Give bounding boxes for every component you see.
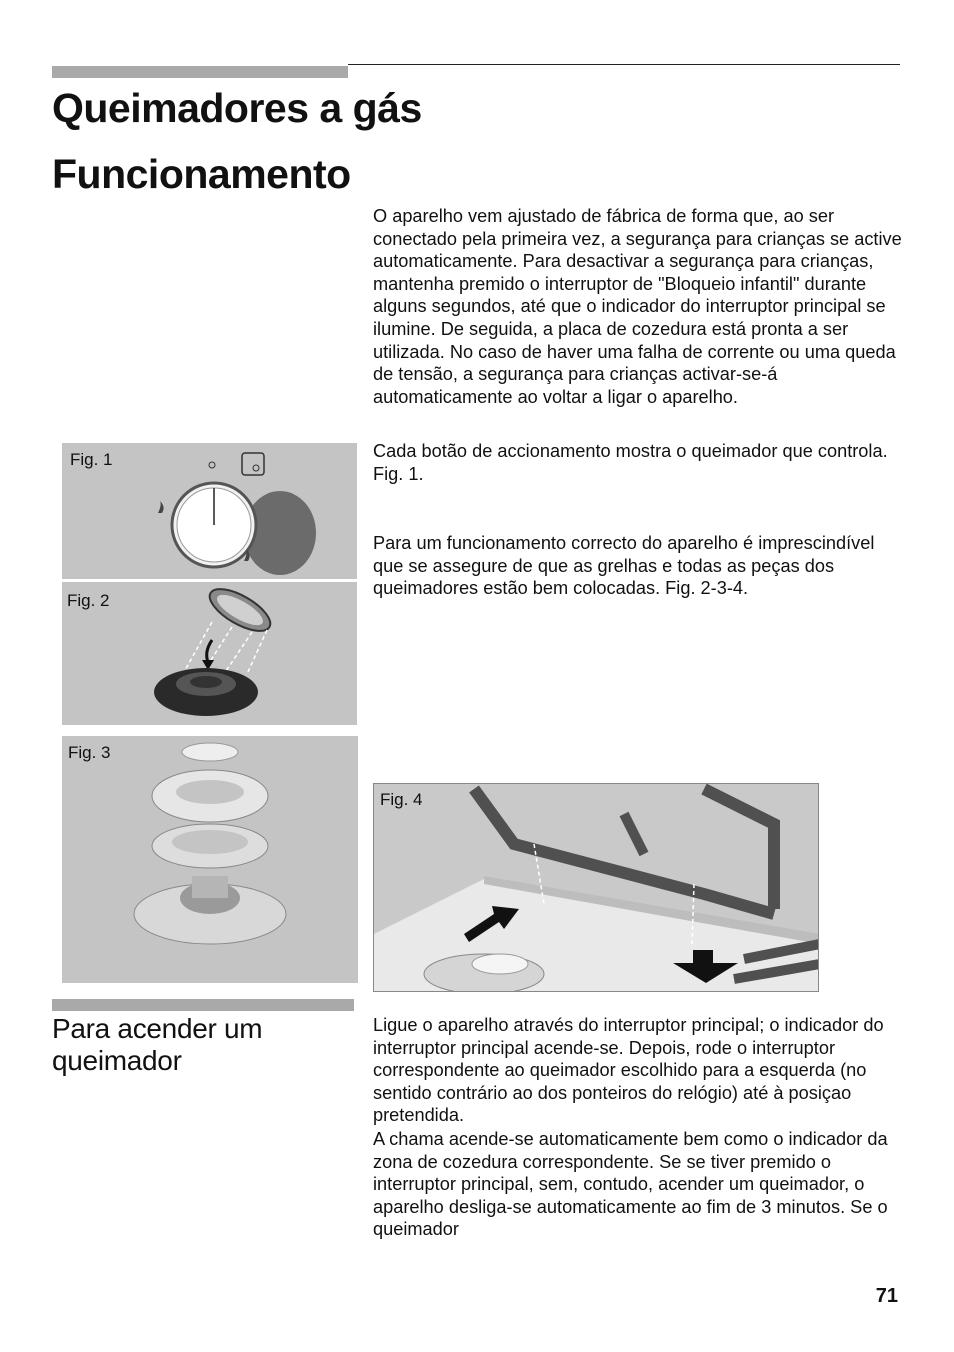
figure-3: [62, 736, 358, 983]
page-title: Queimadores a gás: [52, 85, 422, 131]
paragraph-child-lock: O aparelho vem ajustado de fábrica de forma que, ao ser conectado pela primeira vez, a segurança para crianças se active automaticamente. Para desactivar a segurança para crianças, mantenha premido o interruptor de "Bloqueio infantil" durante alguns segundos, até que o indicador do interruptor principal se ilumine. De seguida, a placa de cozedura está pronta a ser utilizada. No caso de haver uma falha de corrente ou uma queda de tensão, a segurança para crianças activar-se-á automaticamente ao voltar a ligar o aparelho.: [373, 206, 902, 407]
figure-2: [62, 582, 357, 725]
header-rule: [348, 64, 900, 65]
paragraph-knob: Cada botão de accionamento mostra o queimador que controla. Fig. 1.: [373, 441, 888, 484]
figure-2-label: Fig. 2: [67, 591, 110, 610]
figure-3-label: Fig. 3: [68, 743, 111, 762]
burner-cap-illustration: [62, 582, 357, 725]
section-title-funcionamento: Funcionamento: [52, 151, 351, 197]
page-number: 71: [875, 1285, 898, 1307]
figure-4: [373, 783, 819, 992]
section-title-line-2: queimador: [52, 1045, 182, 1076]
figure-4-label: Fig. 4: [380, 790, 423, 809]
section-title-line-1: Para acender um: [52, 1013, 263, 1044]
header-gray-bar: [52, 66, 348, 78]
paragraph-ignite: Ligue o aparelho através do interruptor principal; o indicador do interruptor principal acende-se. Depois, rode o interruptor correspondente ao queimador escolhido para a esquerda (no sentido contrário ao dos ponteiros do relógio) até à posiçao pretendida.: [373, 1015, 884, 1126]
knob-illustration: [62, 443, 357, 579]
section-gray-bar: [52, 999, 354, 1011]
grate-placement-illustration: [374, 784, 819, 992]
burner-parts-illustration: [62, 736, 358, 983]
figure-1-label: Fig. 1: [70, 450, 113, 469]
paragraph-parts: Para um funcionamento correcto do aparelho é imprescindível que se assegure de que as grelhas e todas as peças dos queimadores estão bem colocadas. Fig. 2-3-4.: [373, 533, 875, 599]
section-title-ignite: [52, 1013, 262, 1077]
paragraph-flame: A chama acende-se automaticamente bem como o indicador da zona de cozedura correspondente. Se se tiver premido o interruptor principal, sem, contudo, acender um queimador, o aparelho desliga-se automaticamente ao fim de 3 minutos. Se o queimador: [373, 1129, 888, 1240]
figure-1: [62, 443, 357, 579]
